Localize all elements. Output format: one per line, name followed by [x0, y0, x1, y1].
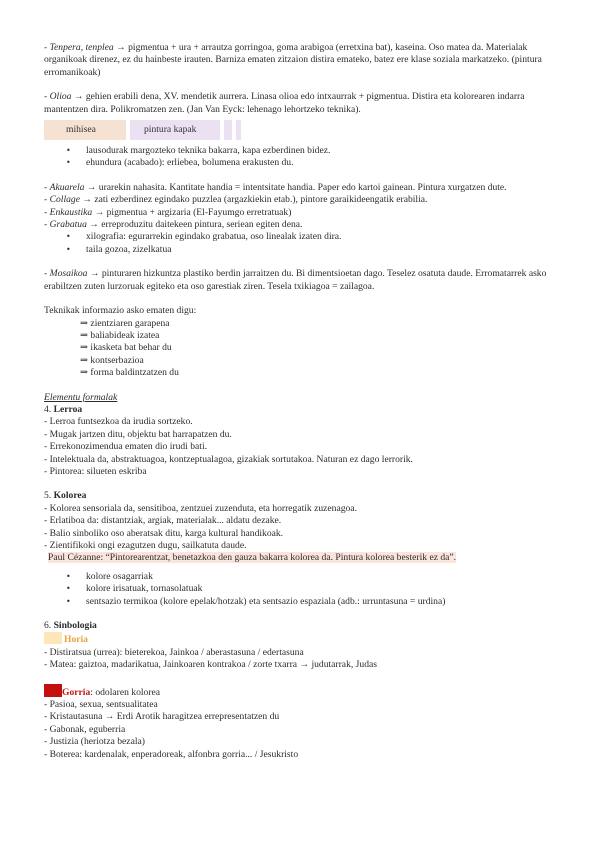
text-enkaustika: → pigmentua + argizaria (El-Fayumgo erretratuak) — [92, 206, 292, 218]
list-item: • kolore irisatuak, tornasolatuak — [44, 583, 559, 595]
term-enkaustika: Enkaustika — [49, 206, 93, 218]
term-akuarela: Akuarela — [49, 181, 85, 193]
list-item: - Zientifikoki ongi ezagutzen dugu, sailkatuta daude. — [44, 540, 247, 551]
term-tempera: Tenpera, tenplea — [49, 42, 114, 53]
paragraph-enkaustika: - Enkaustika → pigmentua + argizaria (El-Fayumgo erretratuak) — [44, 206, 292, 218]
paragraph-collage: - Collage → zati ezberdinez egindako puzzlea (argazkiekin etab.), pintore garaikideengatik erabilia. — [44, 194, 428, 206]
list-item: - Balio sinboliko oso aberatsak ditu, karga kultural handikoak. — [44, 527, 284, 539]
paragraph-grabatua: - Grabatua → erreproduzitu daitekeen pintura, seriean egiten dena. — [44, 219, 303, 231]
red-swatch — [44, 684, 62, 697]
tab-empty-1 — [224, 120, 232, 140]
cezanne-quote-text: : “Pintorearentzat, benetazkoa den gauza bakarra kolorea da. Pintura kolorea besterik ez da”. — [100, 552, 457, 564]
list-item: - Distiratsua (urrea): bieterekoa, Jainkoa / aberastasuna / edertasuna — [44, 646, 304, 658]
text-mosaikoa: → pinturaren hizkuntza plastiko berdin jarraitzen du. Bi dimentsioetan dago. Teselez osatuta daude. Erromatarrek asko erabiltzen zuten lurzoruak egiteko eta oso garestiak ziren. Tesela txikiagoa = zailagoa. — [44, 268, 547, 292]
lerroa-num: 4. — [44, 403, 54, 415]
list-item: • lausodurak margozteko teknika bakarra, kapa ezberdinen bidez. — [44, 145, 559, 157]
text-olioa: → gehien erabili dena, XV. mendetik aurrera. Linasa olioa edo intxaurrak + pigmentua. Distira eta kolorearen indarra mantentzen dira. Polikromatzen zen. (Jan Van Eyck: lehenago lehortzeko teknika). — [44, 91, 525, 115]
paragraph-olioa: - Olioa → gehien erabili dena, XV. mendetik aurrera. Linasa olioa edo intxaurrak + pigmentua. Distira eta kolorearen indarra mantentzen dira. Polikromatzen zen. (Jan Van Eyck: lehenago lehortzeko teknika). — [44, 91, 525, 115]
sinbologia-title: Sinbologia — [53, 620, 97, 632]
gorria-heading — [44, 684, 559, 699]
term-mosaikoa: Mosaikoa — [49, 268, 88, 280]
sinbologia-heading — [44, 620, 559, 632]
list-item: - Erlatiboa da: distantziak, argiak, materialak... aldatu dezake. — [44, 515, 282, 527]
list-item: - Boterea: kardenalak, enperadoreak, alfonbra gorria... / Jesukristo — [44, 748, 299, 760]
tab-pintura-kapak: pintura kapak — [130, 120, 220, 140]
document-page — [44, 42, 559, 761]
lerroa-heading — [44, 404, 559, 416]
text-akuarela: → urarekin nahasita. Kantitate handia = intentsitate handia. Paper edo kartoi gainean. Pintura xurgatzen dute. — [84, 181, 507, 193]
term-olioa: Olioa — [49, 91, 72, 103]
list-item: - Pintorea: silueten eskriba — [44, 465, 147, 477]
grabatua-bullets — [44, 231, 559, 256]
list-item: • ehundura (acabado): erliebea, bolumena erakusten du. — [44, 157, 559, 169]
list-item: - Errekonozimendua ematen dio irudi bati. — [44, 441, 208, 453]
list-item: - Lerroa funtsezkoa da irudia sortzeko. — [44, 416, 193, 428]
list-item: • xilografia: egurarrekin egindako grabatua, oso linealak izaten dira. — [44, 231, 559, 243]
list-item: - Pasioa, sexua, sentsualitatea — [44, 699, 158, 711]
list-item: • taila gozoa, zizelkatua — [44, 244, 559, 256]
text-grabatua: → erreproduzitu daitekeen pintura, seriean egiten dena. — [86, 219, 303, 231]
tab-mihisea: mihisea — [44, 120, 126, 140]
list-item: - Gabonak, eguberria — [44, 723, 126, 735]
list-item: ⇒ kontserbazioa — [80, 354, 144, 366]
term-grabatua: Grabatua — [49, 219, 87, 231]
sinbologia-num: 6. — [44, 620, 54, 632]
list-item: ⇒ zientziaren garapena — [80, 317, 170, 329]
list-item: ⇒ baliabideak izatea — [80, 329, 160, 341]
info-list — [44, 318, 559, 380]
horia-label: Horia — [64, 634, 88, 646]
list-item: - Mugak jartzen ditu, objektu bat harrapatzen du. — [44, 428, 232, 440]
olioa-tabs — [44, 120, 559, 140]
list-item: • kolore osagarriak — [44, 571, 559, 583]
list-item: - Kolorea sensoriala da, sensitiboa, zentzuei zuzenduta, eta horregatik zuzenagoa. — [44, 502, 357, 514]
text-collage: → zati ezberdinez egindako puzzlea (argazkiekin etab.), pintore garaikideengatik erabilia. — [79, 194, 428, 206]
paragraph-tempera: - Tenpera, tenplea → pigmentua + ura + arrautza gorringoa, goma arabigoa (erretxina bat), kaseina. Oso matea da. Materialak organikoak direnez, ez du hainbeste irauten. Barniza ematen zitzaion distira emateko, batez ere klase soziala markatzeko. (pintura erromanikoak) — [44, 42, 542, 78]
kolorea-num: 5. — [44, 490, 54, 502]
kolorea-title: Kolorea — [53, 490, 87, 502]
olioa-bullets — [44, 145, 559, 170]
list-item: ⇒ ikasketa bat behar du — [80, 342, 172, 354]
list-item: - Kristautasuna → Erdi Arotik haragitzea errepresentatzen du — [44, 711, 280, 723]
list-item: • sentsazio termikoa (kolore epelak/hotzak) eta sentsazio espaziala (adb.: urruntasuna = urdina) — [44, 596, 559, 608]
list-item: - Justizia (heriotza bezala) — [44, 736, 145, 748]
paragraph-akuarela: - Akuarela → urarekin nahasita. Kantitate handia = intentsitate handia. Paper edo kartoi gainean. Pintura xurgatzen dute. — [44, 181, 507, 193]
horia-heading — [44, 632, 559, 646]
gorria-label: Gorria — [62, 686, 91, 698]
text-tempera: → pigmentua + ura + arrautza gorringoa, goma arabigoa (erretxina bat), kaseina. Oso matea da. Materialak organikoak direnez, ez du hainbeste irauten. Barniza ematen zitzaion distira emateko, batez ere klase soziala markatzeko. (pintura erromanikoak) — [44, 42, 542, 78]
info-intro: Teknikak informazio asko ematen digu: — [44, 305, 197, 317]
cezanne-quote — [44, 552, 559, 564]
cezanne-name: Paul Cézanne — [48, 552, 101, 564]
list-item: - Matea: gaiztoa, madarikatua, Jainkoaren kontrakoa / zorte txarra → judutarrak, Judas — [44, 659, 377, 671]
paragraph-mosaikoa: - Mosaikoa → pinturaren hizkuntza plastiko berdin jarraitzen du. Bi dimentsioetan dago. Teselez osatuta daude. Erromatarrek asko erabiltzen zuten lurzoruak egiteko eta oso garestiak ziren. Tesela txikiagoa = zailagoa. — [44, 268, 547, 292]
yellow-swatch — [44, 632, 62, 644]
section-heading: Elementu formalak — [44, 391, 118, 403]
kolorea-heading — [44, 490, 559, 502]
lerroa-title: Lerroa — [53, 403, 83, 415]
kolorea-bullets — [44, 571, 559, 608]
gorria-suffix: : odolaren kolorea — [90, 686, 161, 698]
term-collage: Collage — [49, 194, 80, 206]
list-item: ⇒ forma baldintzatzen du — [80, 367, 179, 379]
tab-empty-2 — [236, 120, 241, 140]
list-item: - Intelektuala da, abstraktuagoa, kontzeptualagoa, gizakiak sortutakoa. Naturan ez dago lerrorik. — [44, 453, 413, 465]
